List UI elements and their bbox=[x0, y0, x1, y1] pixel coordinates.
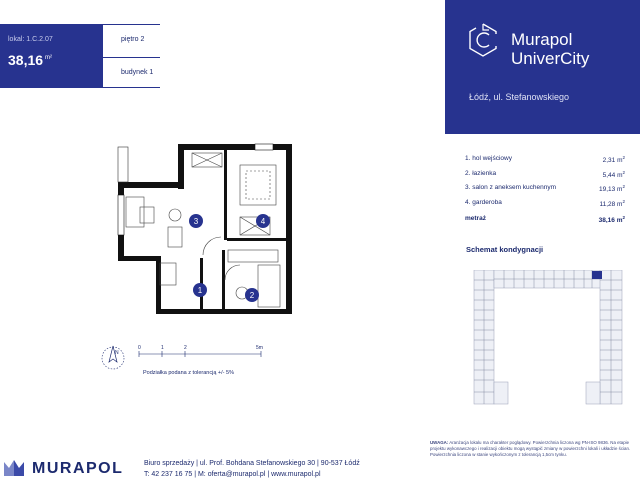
building-label: budynek 1 bbox=[121, 69, 154, 76]
murapol-footer-logo-icon bbox=[2, 456, 26, 478]
floor-schematic bbox=[472, 270, 624, 406]
brand-name-line1: Murapol bbox=[511, 30, 573, 49]
svg-text:2: 2 bbox=[249, 291, 255, 300]
brand-location: Łódź, ul. Stefanowskiego bbox=[469, 92, 570, 102]
room-row bbox=[465, 152, 625, 167]
room-marker-2 bbox=[245, 288, 259, 302]
rooms-table bbox=[465, 152, 625, 227]
room-marker-1 bbox=[193, 283, 207, 297]
room-area: 19,13 $m^2$ bbox=[598, 184, 625, 194]
svg-text:1: 1 bbox=[197, 286, 203, 295]
svg-text:3: 3 bbox=[193, 217, 199, 226]
disclaimer bbox=[430, 440, 635, 457]
floor-row bbox=[103, 25, 160, 57]
room-label: 2. łazienka bbox=[465, 169, 497, 177]
scale-bar bbox=[95, 340, 295, 385]
unit-area-panel bbox=[0, 24, 103, 88]
scale-label: 1 bbox=[161, 345, 164, 351]
room-marker-3 bbox=[189, 214, 203, 228]
unit-area-unit: m² bbox=[45, 55, 53, 62]
compass-icon bbox=[102, 346, 124, 369]
footer-phone-email: T: 42 237 16 75 | M: oferta@murapol.pl | www.murapol.pl bbox=[144, 471, 321, 478]
tolerance-note: Podziałka podana z tolerancją +/- 5% bbox=[143, 370, 234, 376]
room-area: 5,44 $m^2$ bbox=[602, 169, 625, 179]
total-row bbox=[465, 211, 625, 227]
scale-label: 0 bbox=[138, 345, 141, 351]
lokal-label: lokal: 1.C.2.07 bbox=[8, 36, 53, 43]
schemat-title: Schemat kondygnacji bbox=[466, 245, 544, 254]
brand-name bbox=[511, 30, 589, 68]
disclaimer-text: Aranżacja lokalu ma charakter poglądowy. Powierzchnia liczona wg PN-ISO 9836. Na etapie projektu wykonawczego i realizacji obiektu mogą wystąpić zmiany w powierzchni lokali i układzie ścian. Powierzchnia liczona w stanie wykończonym z tolerancją 1,5cm tynku. bbox=[430, 440, 631, 457]
disclaimer-label: UWAGA: bbox=[430, 440, 449, 445]
unit-info-block bbox=[0, 24, 160, 88]
floor-label: piętro 2 bbox=[121, 36, 145, 43]
footer-brand: MURAPOL bbox=[32, 460, 124, 477]
footer-address: Biuro sprzedaży | ul. Prof. Bohdana Stefanowskiego 30 | 90-537 Łódź bbox=[144, 460, 360, 467]
room-label: 4. garderoba bbox=[465, 198, 502, 206]
svg-text:N: N bbox=[115, 350, 119, 356]
highlighted-unit bbox=[592, 271, 602, 279]
total-label: metraż bbox=[465, 215, 486, 222]
unit-location-panel bbox=[103, 24, 160, 88]
room-area: 2,31 $m^2$ bbox=[602, 155, 625, 165]
footer-contact bbox=[144, 458, 424, 480]
room-marker-4 bbox=[256, 214, 270, 228]
building-row bbox=[103, 57, 160, 89]
room-row bbox=[465, 167, 625, 182]
room-label: 3. salon z aneksem kuchennym bbox=[465, 184, 557, 191]
unit-area-value: 38,16 bbox=[8, 52, 44, 68]
brand-name-line2: UniverCity bbox=[511, 49, 590, 68]
unit-area bbox=[8, 52, 52, 68]
svg-text:4: 4 bbox=[260, 217, 266, 226]
brand-header bbox=[445, 0, 640, 134]
room-area: 11,28 $m^2$ bbox=[599, 198, 625, 208]
murapol-c-logo-icon bbox=[467, 22, 499, 58]
scale-label: 5m bbox=[256, 345, 263, 351]
room-row bbox=[465, 196, 625, 211]
room-row bbox=[465, 181, 625, 196]
scale-label: 2 bbox=[184, 345, 187, 351]
room-label: 1. hol wejściowy bbox=[465, 155, 512, 162]
floor-plan bbox=[100, 135, 305, 330]
total-area: 38,16 $m^2$ bbox=[598, 215, 625, 225]
